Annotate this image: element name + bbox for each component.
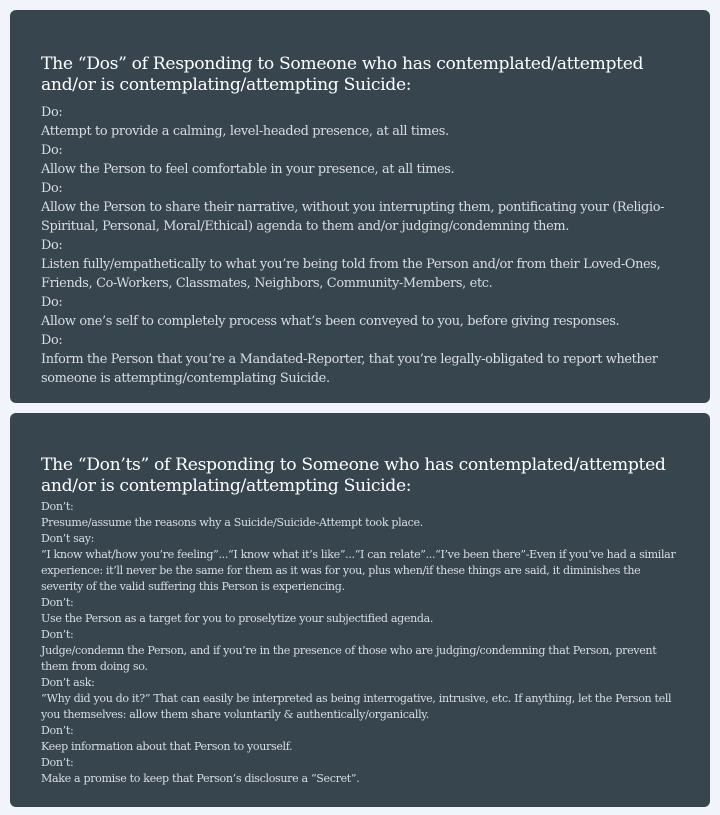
donts-title: The “Don’ts” of Responding to Someone who has contemplated/attempted and/or is contemplating/attempting Suicide: <box>41 455 666 496</box>
dos-item-text: Inform the Person that you’re a Mandated-Reporter, that you’re legally-obligated to report whether someone is attempting/contemplating Suicide. <box>41 352 658 386</box>
donts-item-text: “Why did you do it?” That can easily be interpreted as being interrogative, intrusive, etc. If anything, let the Person tell you themselves: allow them share voluntarily & authentically/organically. <box>41 692 672 721</box>
dos-item-label: Do: <box>41 295 63 310</box>
dos-item-text: Allow one’s self to completely process what’s been conveyed to you, before giving responses. <box>41 314 620 329</box>
dos-item-text: Allow the Person to share their narrative, without you interrupting them, pontificating your (Religio-Spiritual, Personal, Moral/Ethical) agenda to them and/or judging/condemning them. <box>41 200 665 234</box>
donts-item-text: Keep information about that Person to yourself. <box>41 740 293 753</box>
donts-item-text: “I know what/how you’re feeling”...“I know what it’s like”...“I can relate”...“I’ve been there”-Even if you’ve had a similar experience: it’ll never be the same for them as it was for you, plus when/if these things are said, it diminishes the severity of the valid suffering this Person is experiencing. <box>41 548 676 593</box>
donts-item-label: Don’t: <box>41 500 74 513</box>
dos-item-label: Do: <box>41 143 63 158</box>
dos-card <box>10 10 710 403</box>
donts-list <box>41 499 679 787</box>
donts-item-text: Make a promise to keep that Person’s disclosure a “Secret”. <box>41 772 360 785</box>
donts-item-label: Don’t ask: <box>41 676 95 689</box>
dos-item-label: Do: <box>41 238 63 253</box>
dos-item-text: Listen fully/empathetically to what you’re being told from the Person and/or from their Loved-Ones, Friends, Co-Workers, Classmates, Neighbors, Community-Members, etc. <box>41 257 661 291</box>
donts-item-label: Don’t: <box>41 596 74 609</box>
donts-item-label: Don’t say: <box>41 532 95 545</box>
dos-title: The “Dos” of Responding to Someone who has contemplated/attempted and/or is contemplating/attempting Suicide: <box>41 54 644 95</box>
dos-item-label: Do: <box>41 333 63 348</box>
donts-card <box>10 413 710 807</box>
donts-item-label: Don’t: <box>41 756 74 769</box>
donts-item-text: Presume/assume the reasons why a Suicide/Suicide-Attempt took place. <box>41 516 423 529</box>
dos-list <box>41 103 679 388</box>
donts-item-label: Don’t: <box>41 628 74 641</box>
dos-item-text: Attempt to provide a calming, level-headed presence, at all times. <box>41 124 449 139</box>
donts-item-text: Use the Person as a target for you to proselytize your subjectified agenda. <box>41 612 434 625</box>
donts-item-text: Judge/condemn the Person, and if you’re in the presence of those who are judging/condemning that Person, prevent them from doing so. <box>41 644 657 673</box>
dos-item-label: Do: <box>41 181 63 196</box>
donts-item-label: Don’t: <box>41 724 74 737</box>
dos-item-text: Allow the Person to feel comfortable in your presence, at all times. <box>41 162 455 177</box>
dos-item-label: Do: <box>41 105 63 120</box>
